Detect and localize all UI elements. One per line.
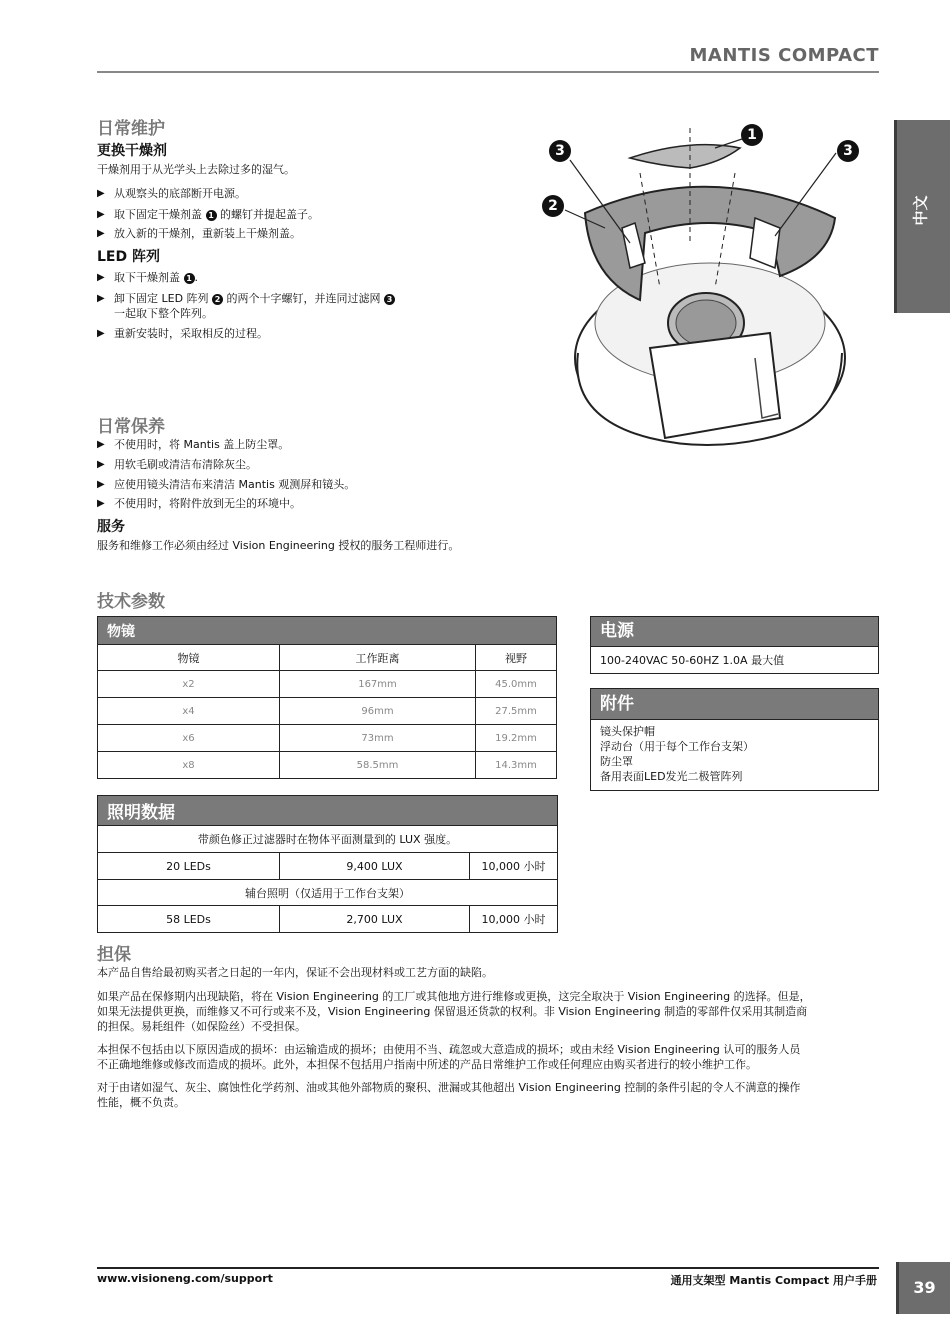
list-item: 镜头保护帽 bbox=[600, 725, 655, 738]
care-item-2: ▶ 用软毛刷或清洁布清除灰尘。 bbox=[97, 458, 257, 471]
column-header: 视野 bbox=[476, 645, 557, 671]
power-caption: 电源 bbox=[591, 617, 878, 647]
document-title: MANTIS COMPACT bbox=[689, 45, 879, 66]
header-divider bbox=[97, 71, 879, 73]
callout-1-inline: 1 bbox=[206, 210, 217, 221]
accessories-caption: 附件 bbox=[591, 689, 878, 720]
column-header: 物镜 bbox=[98, 645, 280, 671]
service-heading: 服务 bbox=[97, 519, 125, 535]
warranty-heading: 担保 bbox=[97, 945, 131, 965]
column-header: 工作距离 bbox=[280, 645, 476, 671]
accessories-box bbox=[590, 688, 879, 791]
desiccant-step-2: ▶ 取下固定干燥剂盖 1 的螺钉并提起盖子。 bbox=[97, 208, 319, 221]
led-step-1: ▶ 取下干燥剂盖 1 . bbox=[97, 271, 198, 284]
warranty-p3: 本担保不包括由以下原因造成的损坏：由运输造成的损坏；由使用不当、疏忽或大意造成的损坏；或由未经 Vision Engineering 认可的服务人员 不正确地维修或修改而造成的损坏。此外，本担保不包括用户指南中所述的产品日常维护工作或任何理应由购买者进行的较小维护工作。 bbox=[97, 1043, 801, 1071]
lighting-caption: 照明数据 bbox=[98, 796, 558, 826]
footer-divider bbox=[97, 1267, 879, 1269]
accessories-list bbox=[591, 720, 878, 788]
table-row: x6 73mm 19.2mm bbox=[98, 725, 557, 752]
language-tab-label: 中文 bbox=[911, 195, 930, 226]
care-heading: 日常保养 bbox=[97, 417, 165, 437]
warranty-p2: 如果产品在保修期内出现缺陷，将在 Vision Engineering 的工厂或其他地方进行维修或更换，这完全取决于 Vision Engineering 的选择。但是， 如果无法提供更换，而维修又不可行或来不及，Vision Engineering 保留退还货款的权利。非 Vision Engineering 制造的零部件仅采用其制造商 的担保。易耗组件（如保险丝）不受担保。 bbox=[97, 990, 811, 1033]
power-text: 100-240VAC 50-60HZ 1.0A 最大值 bbox=[600, 654, 785, 667]
care-item-1: ▶ 不使用时，将 Mantis 盖上防尘罩。 bbox=[97, 438, 290, 451]
callout-1: 1 bbox=[741, 124, 763, 146]
list-item: 备用表面LED发光二极管阵列 bbox=[600, 770, 743, 783]
maintenance-heading: 日常维护 bbox=[97, 119, 165, 139]
lighting-note: 辅台照明（仅适用于工作台支架） bbox=[98, 880, 558, 906]
care-item-4: ▶ 不使用时，将附件放到无尘的环境中。 bbox=[97, 497, 301, 510]
list-item: 浮动台（用于每个工作台支架） bbox=[600, 740, 754, 753]
table-row: x4 96mm 27.5mm bbox=[98, 698, 557, 725]
language-tab bbox=[894, 120, 950, 313]
specs-heading: 技术参数 bbox=[97, 592, 165, 612]
led-heading: LED 阵列 bbox=[97, 249, 160, 265]
power-box bbox=[590, 616, 879, 674]
warranty-p1: 本产品自售给最初购买者之日起的一年内，保证不会出现材料或工艺方面的缺陷。 bbox=[97, 966, 493, 979]
lighting-note: 带颜色修正过滤器时在物体平面测量到的 LUX 强度。 bbox=[98, 826, 558, 853]
desiccant-step-1: ▶ 从观察头的底部断开电源。 bbox=[97, 187, 246, 200]
service-text: 服务和维修工作必须由经过 Vision Engineering 授权的服务工程师进行。 bbox=[97, 539, 460, 552]
warranty-p4: 对于由诸如湿气、灰尘、腐蚀性化学药剂、油或其他外部物质的聚积、泄漏或其他超出 Vision Engineering 控制的条件引起的令人不满意的操作 性能，概不负责。 bbox=[97, 1081, 801, 1109]
callout-3-left: 3 bbox=[549, 140, 571, 162]
table-row: 58 LEDs 2,700 LUX 10,000 小时 bbox=[98, 906, 558, 933]
care-item-3: ▶ 应使用镜头清洁布来清洁 Mantis 观测屏和镜头。 bbox=[97, 478, 356, 491]
objectives-caption: 物镜 bbox=[98, 617, 557, 645]
microscope-head-illustration bbox=[540, 118, 880, 458]
callout-2: 2 bbox=[542, 195, 564, 217]
callout-3-right: 3 bbox=[837, 140, 859, 162]
support-link[interactable]: www.visioneng.com/support bbox=[97, 1272, 273, 1285]
table-row: 20 LEDs 9,400 LUX 10,000 小时 bbox=[98, 853, 558, 880]
table-row: x8 58.5mm 14.3mm bbox=[98, 752, 557, 779]
desiccant-heading: 更换干燥剂 bbox=[97, 143, 167, 159]
page-number: 39 bbox=[896, 1262, 950, 1314]
led-step-2: ▶ 卸下固定 LED 阵列 2 的两个十字螺钉，并连同过滤网 3 一起取下整个阵列。 bbox=[97, 291, 477, 321]
desiccant-step-3: ▶ 放入新的干燥剂，重新装上干燥剂盖。 bbox=[97, 227, 301, 240]
table-row: x2 167mm 45.0mm bbox=[98, 671, 557, 698]
manual-title: 通用支架型 Mantis Compact 用户手册 bbox=[670, 1274, 877, 1287]
objectives-table bbox=[97, 616, 557, 779]
led-step-3: ▶ 重新安装时，采取相反的过程。 bbox=[97, 327, 268, 340]
lighting-table bbox=[97, 795, 558, 933]
desiccant-intro: 干燥剂用于从光学头上去除过多的湿气。 bbox=[97, 163, 295, 176]
list-item: 防尘罩 bbox=[600, 755, 633, 768]
